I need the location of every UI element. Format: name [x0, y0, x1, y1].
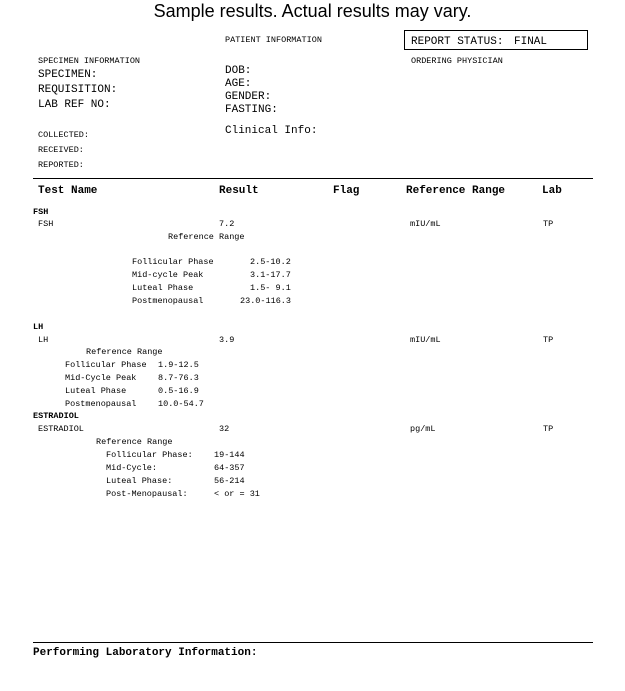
- patient-information-title: PATIENT INFORMATION: [225, 35, 322, 45]
- estradiol-range-value: < or = 31: [214, 489, 260, 499]
- column-result: Result: [219, 185, 259, 197]
- estradiol-range-phase: Mid-Cycle:: [106, 463, 158, 473]
- lh-range-phase: Luteal Phase: [65, 386, 127, 396]
- estradiol-section-title: ESTRADIOL: [33, 411, 79, 421]
- reported-label: REPORTED:: [38, 160, 84, 170]
- fsh-range-value: 23.0-116.3: [240, 296, 292, 306]
- estradiol-lab: TP: [543, 424, 554, 434]
- specimen-label: SPECIMEN:: [38, 69, 98, 81]
- fsh-range-value: 2.5-10.2: [250, 257, 291, 267]
- requisition-label: REQUISITION:: [38, 84, 118, 96]
- collected-label: COLLECTED:: [38, 130, 90, 140]
- fsh-range-phase: Luteal Phase: [132, 283, 194, 293]
- ordering-physician-label: ORDERING PHYSICIAN: [411, 56, 503, 66]
- estradiol-range-value: 56-214: [214, 476, 245, 486]
- sample-results-banner: Sample results. Actual results may vary.: [153, 1, 472, 21]
- lh-range-value: 1.9-12.5: [158, 360, 199, 370]
- fsh-units: mIU/mL: [410, 219, 441, 229]
- lh-range-value: 0.5-16.9: [158, 386, 199, 396]
- report-status-value: FINAL: [514, 36, 548, 48]
- estradiol-range-phase: Luteal Phase:: [106, 476, 173, 486]
- lh-range-phase: Postmenopausal: [65, 399, 137, 409]
- lh-range-phase: Mid-Cycle Peak: [65, 373, 137, 383]
- performing-lab-label: Performing Laboratory Information:: [33, 647, 258, 659]
- lh-reference-range-title: Reference Range: [86, 347, 163, 357]
- lh-section-title: LH: [33, 322, 44, 332]
- received-label: RECEIVED:: [38, 145, 84, 155]
- column-test-name: Test Name: [38, 185, 98, 197]
- fsh-section-title: FSH: [33, 207, 49, 217]
- estradiol-range-phase: Post-Menopausal:: [106, 489, 188, 499]
- estradiol-reference-range-title: Reference Range: [96, 437, 173, 447]
- dob-label: DOB:: [225, 65, 252, 77]
- gender-label: GENDER:: [225, 91, 272, 103]
- specimen-information-title: SPECIMEN INFORMATION: [38, 56, 141, 66]
- column-lab: Lab: [542, 185, 562, 197]
- footer-divider: [33, 642, 593, 643]
- age-label: AGE:: [225, 78, 252, 90]
- fsh-range-phase: Mid-cycle Peak: [132, 270, 204, 280]
- lh-range-phase: Follicular Phase: [65, 360, 147, 370]
- lab-ref-no-label: LAB REF NO:: [38, 99, 111, 111]
- header-divider: [33, 178, 593, 179]
- lh-result: 3.9: [219, 335, 235, 345]
- lh-range-value: 8.7-76.3: [158, 373, 199, 383]
- column-flag: Flag: [333, 185, 360, 197]
- estradiol-test-name: ESTRADIOL: [38, 424, 84, 434]
- lh-lab: TP: [543, 335, 554, 345]
- clinical-info-label: Clinical Info:: [225, 125, 318, 137]
- fasting-label: FASTING:: [225, 104, 278, 116]
- lh-test-name: LH: [38, 335, 49, 345]
- estradiol-result: 32: [219, 424, 230, 434]
- lh-units: mIU/mL: [410, 335, 441, 345]
- fsh-result: 7.2: [219, 219, 235, 229]
- fsh-reference-range-title: Reference Range: [168, 232, 245, 242]
- lh-range-value: 10.0-54.7: [158, 399, 204, 409]
- estradiol-range-phase: Follicular Phase:: [106, 450, 193, 460]
- fsh-lab: TP: [543, 219, 554, 229]
- estradiol-range-value: 64-357: [214, 463, 245, 473]
- report-status-label: REPORT STATUS:: [411, 36, 504, 48]
- estradiol-range-value: 19-144: [214, 450, 245, 460]
- column-reference-range: Reference Range: [406, 185, 506, 197]
- fsh-range-phase: Follicular Phase: [132, 257, 214, 267]
- estradiol-units: pg/mL: [410, 424, 436, 434]
- fsh-range-phase: Postmenopausal: [132, 296, 204, 306]
- fsh-test-name: FSH: [38, 219, 54, 229]
- fsh-range-value: 3.1-17.7: [250, 270, 291, 280]
- fsh-range-value: 1.5- 9.1: [250, 283, 291, 293]
